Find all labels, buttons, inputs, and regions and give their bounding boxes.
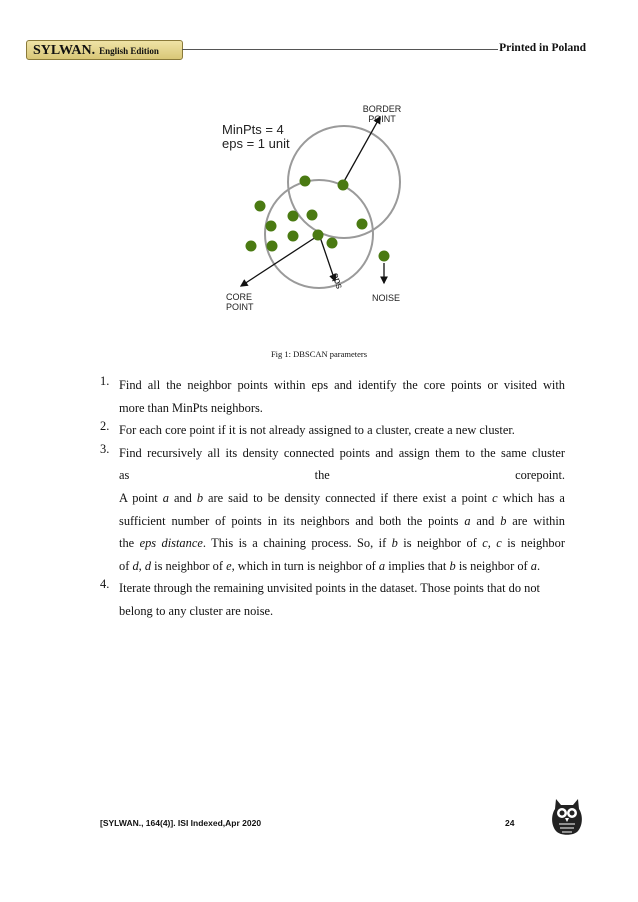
eps-label: eps = 1 unit	[222, 136, 290, 151]
minpts-label: MinPts = 4	[222, 122, 284, 137]
var: c,	[482, 536, 491, 551]
var: c	[492, 490, 498, 505]
data-point	[313, 230, 324, 241]
data-point	[288, 231, 299, 242]
word: as	[119, 468, 130, 483]
text: , which in turn is neighbor of	[231, 558, 376, 573]
core-point-label-line1: CORE	[226, 292, 253, 302]
var: b	[196, 490, 204, 505]
step-text: For each core point if it is not already assigned to a cluster, create a new cluster.	[119, 423, 515, 438]
dbscan-figure	[210, 96, 440, 326]
owl-logo-icon	[548, 793, 586, 837]
noise-label: NOISE	[371, 293, 401, 303]
data-point	[267, 241, 278, 252]
eps-arrow-label: eps	[329, 271, 345, 291]
word: corepoint.	[515, 468, 565, 483]
var: d,	[132, 558, 142, 573]
data-point	[357, 219, 368, 230]
printed-in-label: Printed in Poland	[499, 42, 586, 54]
step-number: 4.	[100, 577, 110, 592]
step-text: Find all the neighbor points within eps and identify the core points or visited with	[119, 378, 565, 392]
journal-header	[26, 40, 586, 60]
data-point	[327, 238, 338, 249]
text: sufficient number of points in its neighbors and both the points	[119, 513, 459, 528]
var: b	[391, 536, 398, 551]
data-point	[338, 180, 349, 191]
step-text	[119, 510, 565, 533]
step-text	[119, 464, 565, 487]
step-number: 3.	[100, 441, 110, 456]
step-number: 2.	[100, 419, 110, 434]
journal-brand-box	[26, 40, 183, 60]
step-text	[119, 555, 565, 578]
step-text	[119, 532, 565, 555]
figure-caption: Fig 1: DBSCAN parameters	[270, 349, 368, 359]
var: c	[496, 536, 502, 551]
step-text: more than MinPts neighbors.	[119, 400, 263, 415]
data-point	[255, 201, 266, 212]
data-point	[246, 241, 257, 252]
data-point	[288, 211, 299, 222]
text: A point	[119, 490, 158, 505]
text: implies that	[388, 558, 447, 573]
var: b	[449, 558, 456, 573]
footer-citation: [SYLWAN., 164(4)]. ISI Indexed,Apr 2020	[100, 818, 262, 828]
text: and	[173, 490, 192, 505]
data-point	[307, 210, 318, 221]
text: . This is a chaining process. So, if	[202, 536, 387, 551]
step-text: Find recursively all its density connected points and assign them to the same cluster	[119, 445, 565, 460]
text: is neighbor of	[458, 558, 528, 573]
text: of	[119, 558, 130, 573]
brand-name: SYLWAN.	[33, 43, 96, 58]
text: is neighbor	[507, 536, 565, 551]
var: a	[464, 513, 471, 528]
var: eps distance	[139, 536, 203, 551]
noise-point	[379, 251, 390, 262]
var: a	[162, 490, 169, 505]
var: d	[144, 558, 152, 573]
text: .	[536, 558, 541, 573]
step-text: belong to any cluster are noise.	[119, 603, 274, 618]
journal-brand	[33, 41, 159, 60]
text: is neighbor of	[403, 536, 477, 551]
step-1	[100, 374, 565, 419]
text: are said to be density connected if there exist a point	[208, 490, 488, 505]
step-4	[100, 577, 565, 622]
step-3	[100, 442, 565, 578]
text: which has a	[502, 490, 565, 505]
header-rule	[182, 49, 498, 50]
var: a	[378, 558, 386, 573]
text: is neighbor of	[154, 558, 223, 573]
data-point	[300, 176, 311, 187]
border-arrow	[342, 117, 380, 185]
text: are within	[512, 513, 565, 528]
border-point-label-line1: BORDER	[362, 104, 402, 114]
var: e	[226, 558, 232, 573]
step-2	[100, 419, 565, 442]
var: a	[530, 558, 537, 573]
text: and	[476, 513, 495, 528]
step-text: Iterate through the remaining unvisited points in the dataset. Those points that do not	[119, 581, 540, 596]
core-point-label-line2: POINT	[226, 302, 254, 312]
border-point-label-line2: POINT	[368, 114, 396, 124]
text: the	[119, 536, 135, 551]
page-number: 24	[505, 818, 515, 828]
algorithm-steps	[100, 374, 565, 623]
step-text	[119, 487, 565, 510]
data-point	[266, 221, 277, 232]
brand-edition: English Edition	[99, 46, 159, 56]
word: the	[314, 468, 330, 483]
step-number: 1.	[100, 374, 110, 388]
var: b	[500, 513, 507, 528]
